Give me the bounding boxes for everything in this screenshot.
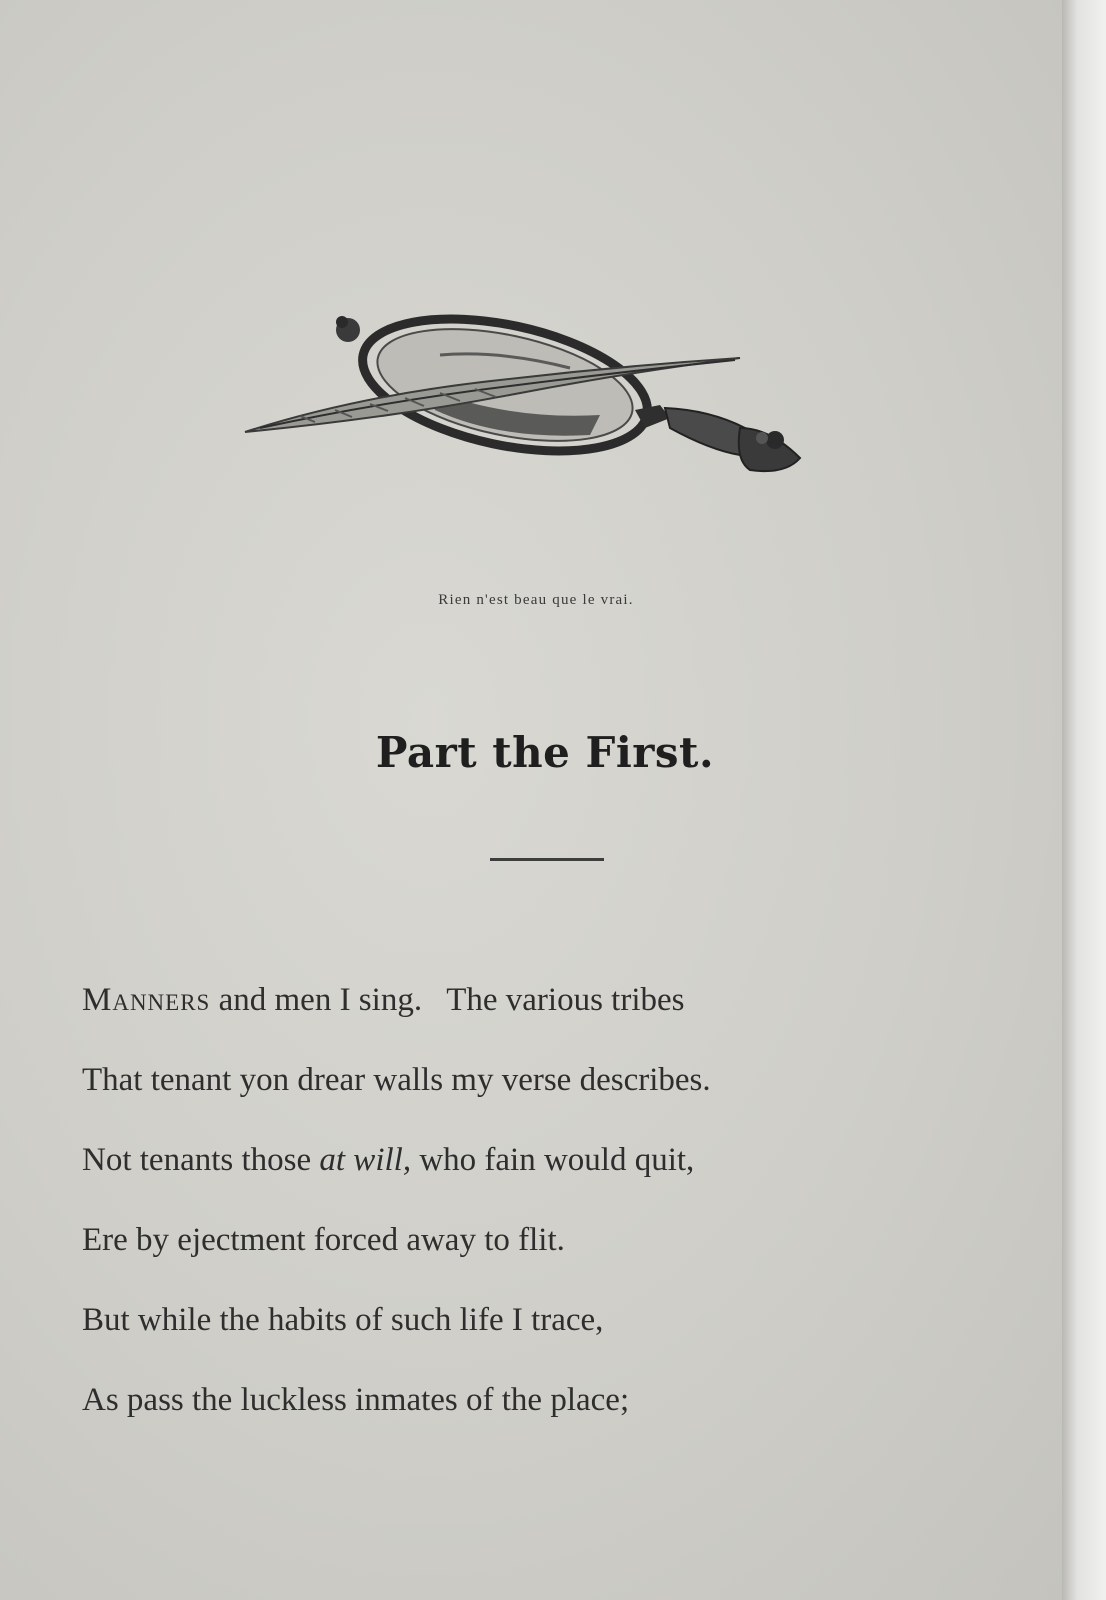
verse-line-1 <box>82 960 942 1040</box>
verse-line-4: Ere by ejectment forced away to flit. <box>82 1222 565 1258</box>
verse-line-5: But while the habits of such life I trace, <box>82 1302 604 1338</box>
opening-word: Manners <box>82 982 211 1018</box>
verse-line-2: That tenant yon drear walls my verse describes. <box>82 1062 711 1098</box>
epigraph-motto: Rien n'est beau que le vrai. <box>438 592 634 608</box>
section-rule <box>490 858 604 861</box>
verse-line-3-after: who fain would quit, <box>411 1142 695 1178</box>
verse-line-6: As pass the luckless inmates of the place; <box>82 1382 630 1418</box>
verse-line-3 <box>82 1120 942 1200</box>
verse-line-1-rest: and men I sing. The various tribes <box>210 982 685 1018</box>
verse-line-3-italic: at will, <box>319 1142 412 1178</box>
page-edge <box>1062 0 1106 1600</box>
quill-and-magnifying-glass-vignette <box>240 310 820 490</box>
poem-verse <box>82 960 942 1440</box>
verse-line-3-before: Not tenants those <box>82 1142 320 1178</box>
part-heading: Part the First. <box>375 728 715 777</box>
